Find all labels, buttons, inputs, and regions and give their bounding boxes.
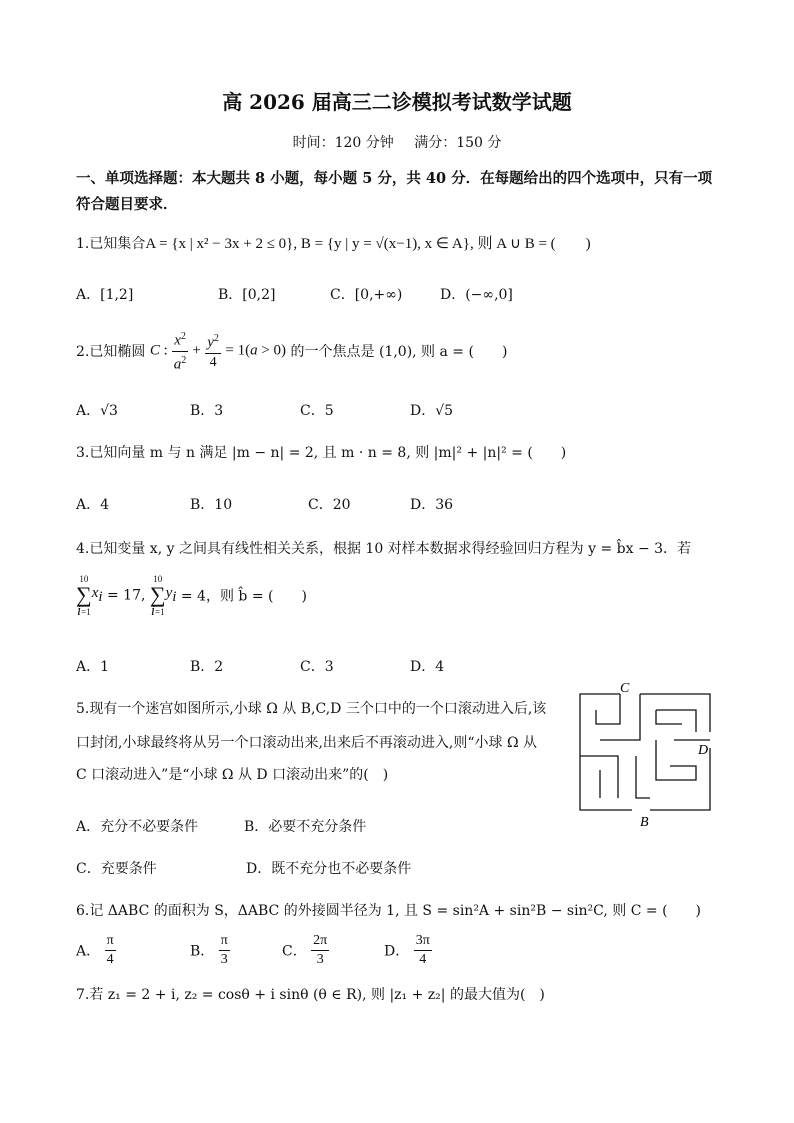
page-title: 高 2026 届高三二诊模拟考试数学试题 <box>222 90 572 114</box>
q1-option-b: B．[0,2] <box>218 287 276 303</box>
q4-option-d: D．4 <box>410 659 445 675</box>
question-4: 4.已知变量 x, y 之间具有线性相关关系，根据 10 对样本数据求得经验回归方程为 y = b̂x − 3．若 <box>76 541 692 557</box>
maze-label-c: C <box>620 681 630 696</box>
q2-frac-x: $\frac{x^2}{a^2}$ <box>172 328 188 374</box>
sum-x: 10 ∑ i=1 <box>76 574 92 619</box>
q6-option-d-label: D． <box>384 943 410 960</box>
q6-option-b-label: B． <box>190 943 215 960</box>
q5-option-d: D．既不充分也不必要条件 <box>246 861 412 877</box>
q1-stem: 1.已知集合 <box>76 236 146 252</box>
q2-stem-end: 的一个焦点是 (1,0), 则 a = ( ) <box>290 344 508 361</box>
q4-stem3: = 4，则 b̂ = ( ) <box>180 588 307 605</box>
q2-option-d: D．√5 <box>410 403 454 419</box>
q2-prefix: 2.已知椭圆 <box>76 344 146 361</box>
q1-option-d: D．(−∞,0] <box>440 287 513 303</box>
sum-y: 10 ∑ i=1 <box>149 574 166 619</box>
question-5-line3: C 口滚动进入”是“小球 Ω 从 D 口滚动出来”的( ) <box>76 767 389 783</box>
q6-option-a-label: A． <box>76 943 101 960</box>
score-label: 满分：150 分 <box>414 135 502 151</box>
q4-stem2: = 17, <box>106 587 146 604</box>
question-7: 7.若 z₁ = 2 + i, z₂ = cosθ + i sinθ (θ ∈ R), 则 |z₁ + z₂| 的最大值为( ) <box>76 987 545 1003</box>
q3-option-c: C．20 <box>308 497 351 513</box>
question-6: 6.记 ΔABC 的面积为 S，ΔABC 的外接圆半径为 1, 且 S = sin²A + sin²B − sin²C, 则 C = ( ) <box>76 903 702 919</box>
q2-option-b: B．3 <box>190 403 224 419</box>
q6-option-c-label: C． <box>282 943 307 960</box>
exam-meta <box>0 132 794 152</box>
q5-option-b: B．必要不充分条件 <box>244 819 367 835</box>
question-5-line1: 5.现有一个迷宫如图所示,小球 Ω 从 B,C,D 三个口中的一个口滚动进入后,该 <box>76 701 547 717</box>
q4-option-b: B．2 <box>190 659 224 675</box>
question-3: 3.已知向量 m 与 n 满足 |m − n| = 2, 且 m · n = 8, 则 |m|² + |n|² = ( ) <box>76 445 567 461</box>
q6-option-a <box>76 932 116 969</box>
section-heading: 一、单项选择题：本大题共 8 小题，每小题 5 分，共 40 分．在每题给出的四个选项中，只有一项符合题目要求． <box>76 170 713 213</box>
q5-option-a: A．充分不必要条件 <box>76 819 199 835</box>
q6-option-d <box>384 932 432 969</box>
q2-option-c: C．5 <box>300 403 334 419</box>
maze-label-b: B <box>640 815 649 830</box>
q1-math: A = {x | x² − 3x + 2 ≤ 0}, B = {y | y = √(x−1), x ∈ A}, 则 A ∪ B = ( ) <box>145 236 591 252</box>
q4-option-a: A．1 <box>76 659 110 675</box>
time-label: 时间：120 分钟 <box>292 135 394 151</box>
q6-option-b-frac: $\frac{\pi}{3}$ <box>220 933 228 967</box>
question-2: 2.已知椭圆 C : $\frac{x^2}{a^2}$ + $\frac{y^2}{4}$ = 1(a > 0) 的一个焦点是 (1,0), 则 a = ( ) <box>76 328 507 374</box>
question-1 <box>76 232 591 253</box>
q6-option-d-frac: $\frac{3\pi}{4}$ <box>415 933 430 967</box>
q2-frac-y: $\frac{y^2}{4}$ <box>205 330 221 372</box>
maze-diagram <box>570 680 720 830</box>
question-5-line2: 口封闭,小球最终将从另一个口滚动出来,出来后不再滚动进入,则“小球 Ω 从 <box>76 735 538 751</box>
q3-option-b: B．10 <box>190 497 233 513</box>
q2-option-a: A．√3 <box>76 403 118 419</box>
q4-sums: 10 ∑ i=1 $x_i = 17$, 10 ∑ i=1 $y_i = 4$，则 b̂ = ( ) <box>76 574 307 619</box>
q1-option-a: A．[1,2] <box>76 287 134 303</box>
q6-option-a-frac: $\frac{\pi}{4}$ <box>106 933 114 967</box>
maze-label-d: D <box>698 743 709 758</box>
q6-option-c-frac: $\frac{2\pi}{3}$ <box>313 933 328 967</box>
q6-option-c <box>282 932 329 969</box>
q3-option-d: D．36 <box>410 497 454 513</box>
q6-option-b <box>190 932 230 969</box>
q3-option-a: A．4 <box>76 497 110 513</box>
q5-option-c: C．充要条件 <box>76 861 157 877</box>
q1-option-c: C．[0,+∞) <box>330 287 403 303</box>
q4-option-c: C．3 <box>300 659 334 675</box>
